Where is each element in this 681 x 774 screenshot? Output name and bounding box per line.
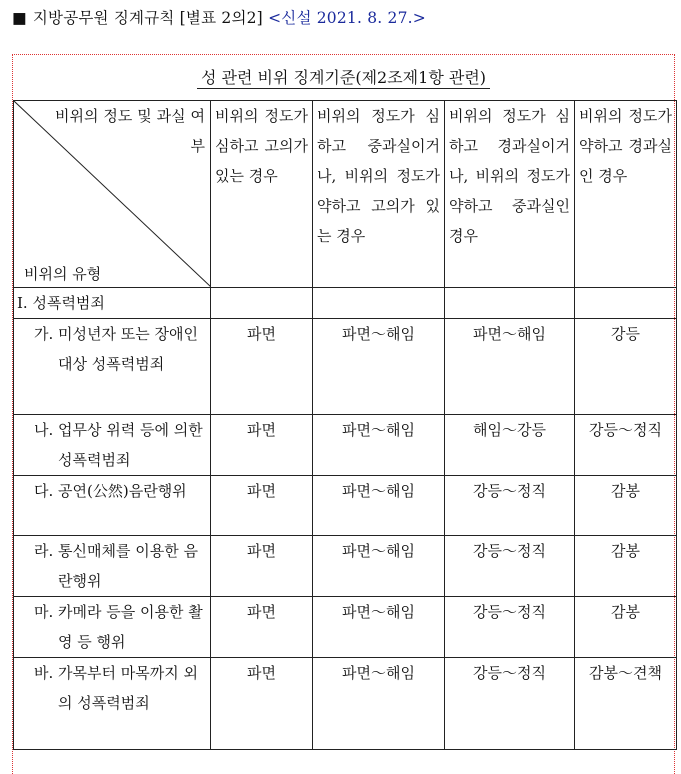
corner-top-label: 비위의 정도 및 과실 여부 bbox=[55, 107, 205, 155]
row-label: 라. 통신매체를 이용한 음란행위 bbox=[34, 542, 198, 590]
penalty-cell: 감봉～견책 bbox=[575, 658, 677, 750]
table-row bbox=[14, 536, 677, 597]
corner-bottom-label: 비위의 유형 bbox=[24, 265, 102, 283]
row-label: 다. 공연(公然)음란행위 bbox=[34, 482, 187, 500]
section-row bbox=[14, 288, 677, 319]
column-header-3: 비위의 정도가 심하고 경과실이거나, 비위의 정도가 약하고 중과실인 경우 bbox=[445, 101, 575, 288]
document-header bbox=[12, 6, 426, 30]
penalty-cell: 파면 bbox=[211, 658, 313, 750]
penalty-cell: 파면～해임 bbox=[313, 415, 445, 476]
disciplinary-standards-table bbox=[13, 100, 677, 750]
column-header-1: 비위의 정도가 심하고 고의가 있는 경우 bbox=[211, 101, 313, 288]
penalty-cell: 파면 bbox=[211, 319, 313, 415]
row-label: 바. 가목부터 마목까지 외의 성폭력범죄 bbox=[34, 664, 198, 712]
table-row bbox=[14, 658, 677, 750]
column-header-2: 비위의 정도가 심하고 중과실이거나, 비위의 정도가 약하고 고의가 있는 경우 bbox=[313, 101, 445, 288]
penalty-cell: 해임～강등 bbox=[445, 415, 575, 476]
table-row bbox=[14, 597, 677, 658]
row-label: 마. 카메라 등을 이용한 촬영 등 행위 bbox=[34, 603, 203, 651]
row-label: 가. 미성년자 또는 장애인 대상 성폭력범죄 bbox=[34, 325, 198, 373]
square-bullet-icon: ■ bbox=[12, 9, 27, 27]
penalty-cell: 파면～해임 bbox=[313, 476, 445, 536]
column-header-4: 비위의 정도가 약하고 경과실인 경우 bbox=[575, 101, 677, 288]
penalty-cell: 감봉 bbox=[575, 536, 677, 597]
penalty-cell: 파면 bbox=[211, 597, 313, 658]
section-title: I. 성폭력범죄 bbox=[14, 288, 211, 319]
penalty-cell: 강등～정직 bbox=[445, 597, 575, 658]
amendment-note: <신설 2021. 8. 27.> bbox=[268, 9, 426, 27]
header-row bbox=[14, 101, 677, 288]
penalty-cell: 강등～정직 bbox=[445, 658, 575, 750]
penalty-cell: 감봉 bbox=[575, 597, 677, 658]
penalty-cell: 파면 bbox=[211, 476, 313, 536]
penalty-cell: 강등～정직 bbox=[445, 536, 575, 597]
penalty-cell: 파면～해임 bbox=[313, 319, 445, 415]
penalty-cell: 감봉 bbox=[575, 476, 677, 536]
penalty-cell: 파면 bbox=[211, 536, 313, 597]
penalty-cell: 강등 bbox=[575, 319, 677, 415]
penalty-cell: 파면～해임 bbox=[445, 319, 575, 415]
penalty-cell: 강등～정직 bbox=[445, 476, 575, 536]
penalty-cell: 파면～해임 bbox=[313, 597, 445, 658]
table-row bbox=[14, 319, 677, 415]
row-label: 나. 업무상 위력 등에 의한 성폭력범죄 bbox=[34, 421, 203, 469]
corner-cell bbox=[14, 101, 211, 288]
table-row bbox=[14, 415, 677, 476]
table-row bbox=[14, 476, 677, 536]
penalty-cell: 강등～정직 bbox=[575, 415, 677, 476]
penalty-cell: 파면～해임 bbox=[313, 658, 445, 750]
caption-text: 성 관련 비위 징계기준(제2조제1항 관련) bbox=[197, 68, 490, 89]
table-caption bbox=[13, 65, 674, 88]
penalty-cell: 파면～해임 bbox=[313, 536, 445, 597]
penalty-cell: 파면 bbox=[211, 415, 313, 476]
regulation-title: 지방공무원 징계규칙 [별표 2의2] bbox=[32, 9, 263, 27]
